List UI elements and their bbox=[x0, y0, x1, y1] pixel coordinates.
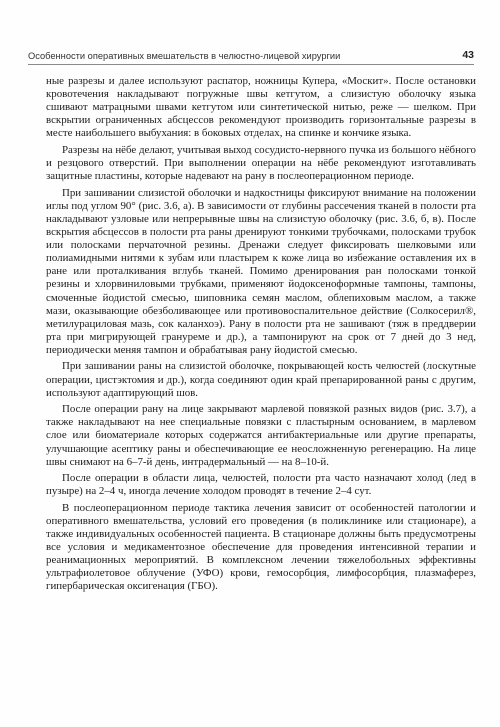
paragraph: После операции рану на лице закрывают марлевой повязкой разных видов (рис. 3.7), а также накладывают на нее специальные повязки с пластырным основанием, в марлевом слое или биоматериале которых содержатся антибактериальные или другие препараты, улучшающие асептику раны и обеспечивающие ее неосложненную регенерацию. На лице швы снимают на 6–7-й день, интрадермальный — на 8–10-й. bbox=[46, 403, 476, 468]
page-number: 43 bbox=[462, 49, 474, 61]
paragraph: Разрезы на нёбе делают, учитывая выход сосудисто-нервного пучка из большого нёбного и резцового отверстий. При выполнении операции на нёбе рекомендуют изготавливать защитные пластины, которые надевают на рану в послеоперационном периоде. bbox=[46, 143, 476, 183]
paragraph: При зашивании слизистой оболочки и надкостницы фиксируют внимание на положении иглы под углом 90° (рис. 3.6, а). В зависимости от глубины рассечения тканей в полости рта накладывают узловые или непрерывные швы на слизистую оболочку (рис. 3.6, б, в). После вскрытия абсцессов в полости рта раны дренируют тонкими трубочками, полосками трубок или полосками перчаточной резины. Дренажи следует фиксировать шелковыми или полиамидными нитями к зубам или пластырем к коже лица во избежание оставления их в ране или проталкивания вглубь тканей. Помимо дренирования ран полосками тонкой резины и хлорвиниловыми трубками, применяют йодоксеноформные тампоны, тампоны, смоченные йодистой смесью, шиповника семян маслом, облепиховым маслом, а также мази, оказывающие обезболивающее или противовоспалительное действие (Солкосерил®, метилурациловая мазь, сок каланхоэ). Рану в полости рта не зашивают (тяж в преддверии рта при мигрирующей грануреме и др.), а тампонируют на срок от 7 дней до 3 нед, периодически меняя тампон и обрабатывая рану йодистой смесью. bbox=[46, 186, 476, 356]
body-text bbox=[46, 75, 476, 597]
paragraph: При зашивании раны на слизистой оболочке, покрывающей кость челюстей (лоскутные операции, цистэктомия и др.), когда соединяют один край препарированной раны с другим, используют адаптирующий шов. bbox=[46, 360, 476, 399]
paragraph: В послеоперационном периоде тактика лечения зависит от особенностей патологии и оперативного вмешательства, условий его проведения (в поликлинике или стационаре), а также индивидуальных особенностей пациента. В стационаре должны быть предусмотрены все условия и медикаментозное обеспечение для проведения интенсивной терапии и реанимационных мероприятий. В комплексном лечении тяжелобольных эффективны ультрафиолетовое облучение (УФО) крови, гемосорбция, лимфосорбция, плазмаферез, гипербарическая оксигенация (ГБО). bbox=[46, 501, 476, 593]
paragraph: После операции в области лица, челюстей, полости рта часто назначают холод (лед в пузыре) на 2–4 ч, иногда лечение холодом проводят в течение 2–4 сут. bbox=[46, 472, 476, 498]
paragraph: ные разрезы и далее используют распатор, ножницы Купера, «Москит». После остановки кровотечения накладывают погружные швы кетгутом, а слизистую оболочку языка сшивают матрацными швами кетгутом или синтетической нитью, реже — шелком. При вскрытии ограниченных абсцессов рекомендуют производить горизонтальные разрезы в месте наибольшего выбухания: в боковых отделах, на спинке и кончике языка. bbox=[46, 75, 476, 140]
running-header bbox=[28, 46, 474, 65]
running-header-title: Особенности оперативных вмешательств в челюстно-лицевой хирургии bbox=[28, 51, 341, 61]
